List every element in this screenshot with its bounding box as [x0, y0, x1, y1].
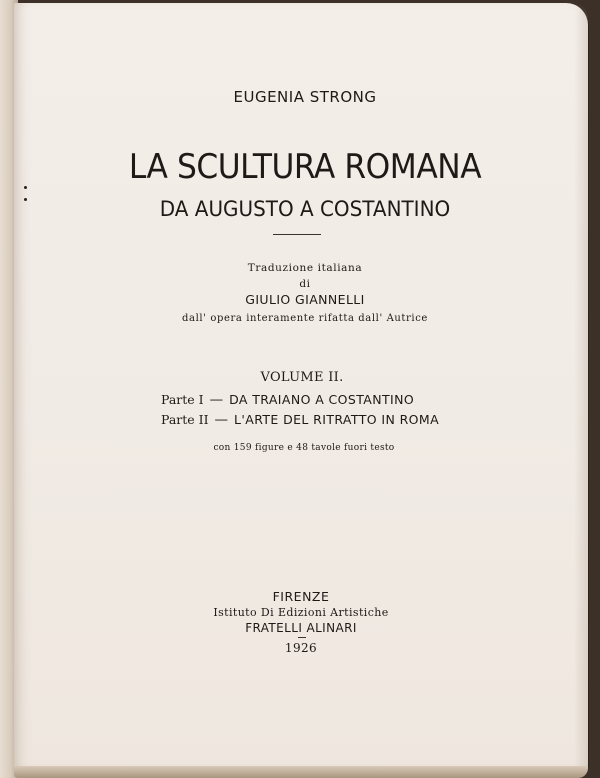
- translation-by: di: [299, 278, 311, 290]
- binding-hole: [24, 186, 27, 189]
- volume-label: VOLUME II.: [260, 370, 344, 385]
- publication-city: FIRENZE: [272, 589, 330, 604]
- binding-hole: [24, 198, 27, 201]
- translation-note: Traduzione italiana: [247, 262, 363, 274]
- publisher-name: Istituto Di Edizioni Artistiche: [213, 606, 389, 619]
- page-bottom-edge: [14, 766, 588, 778]
- part-name: L'ARTE DEL RITRATTO IN ROMA: [234, 412, 440, 427]
- part-entry: [161, 410, 439, 430]
- part-dash: —: [209, 392, 224, 408]
- book-title: LA SCULTURA ROMANA: [128, 147, 482, 187]
- small-divider: [298, 637, 306, 638]
- book-subtitle: DA AUGUSTO A COSTANTINO: [159, 197, 451, 221]
- translator-name: GIULIO GIANNELLI: [245, 292, 365, 307]
- parts-list: [161, 390, 439, 430]
- part-label: Parte I: [161, 392, 204, 407]
- publisher-house: FRATELLI ALINARI: [245, 621, 357, 635]
- part-entry: [161, 390, 439, 410]
- author-name: EUGENIA STRONG: [233, 88, 377, 106]
- part-label: Parte II: [161, 412, 209, 427]
- figures-note: con 159 figure e 48 tavole fuori testo: [213, 443, 395, 453]
- divider-rule: [273, 234, 321, 235]
- part-dash: —: [214, 412, 229, 428]
- part-name: DA TRAIANO A COSTANTINO: [229, 392, 415, 407]
- revision-note: dall' opera interamente rifatta dall' Autrice: [182, 313, 428, 324]
- title-page: [14, 3, 588, 768]
- publication-year: 1926: [284, 641, 318, 655]
